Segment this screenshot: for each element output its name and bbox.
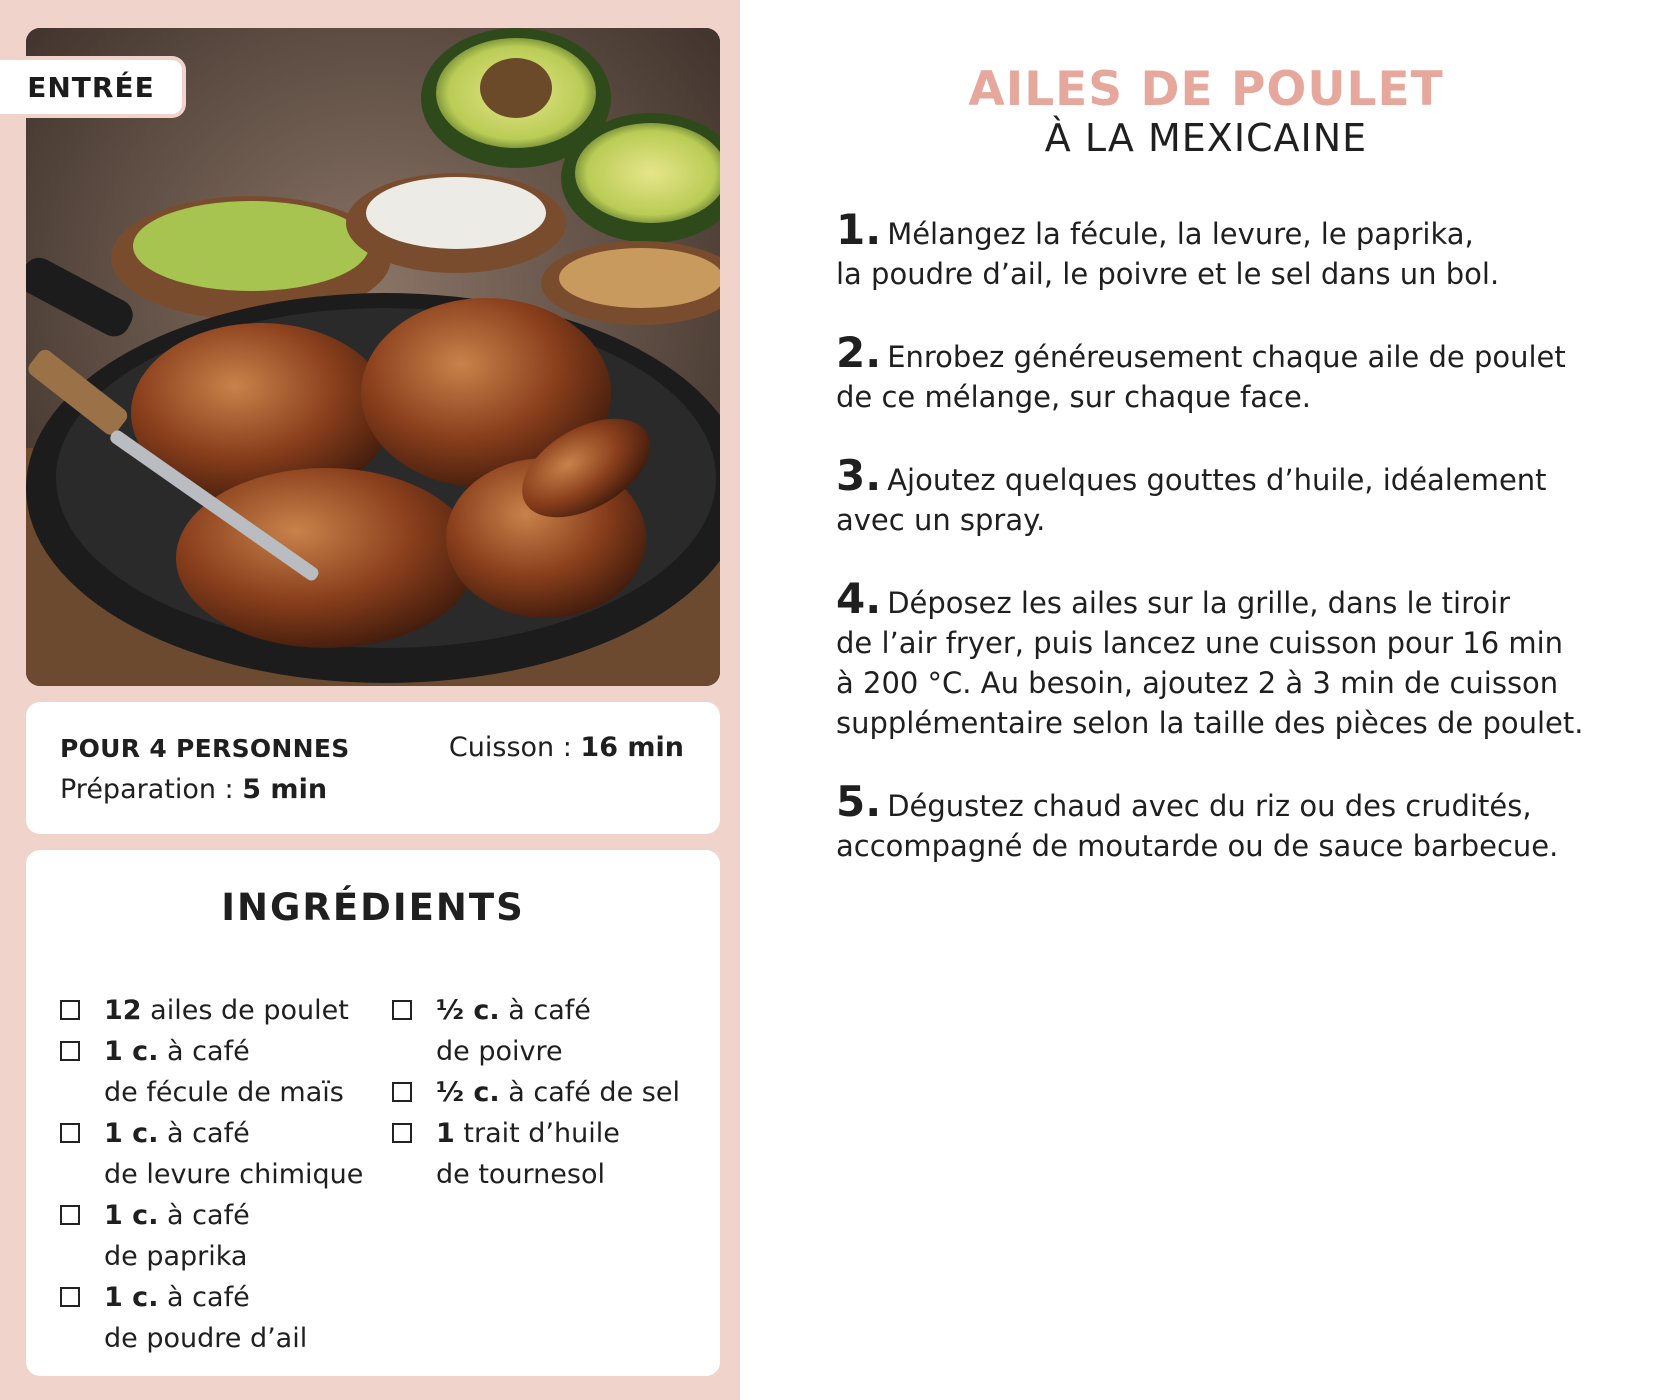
step-text: de ce mélange, sur chaque face. bbox=[836, 380, 1312, 414]
ingredient-quantity: 1 c. bbox=[104, 1118, 159, 1149]
ingredient-text: trait d’huile bbox=[463, 1118, 620, 1149]
ingredient-text: de poivre bbox=[436, 1036, 563, 1067]
ingredient-checkbox[interactable] bbox=[60, 1123, 80, 1143]
ingredient-text: à café bbox=[508, 995, 591, 1026]
ingredient-quantity: 1 c. bbox=[104, 1036, 159, 1067]
prep-label: Préparation : bbox=[60, 774, 243, 805]
ingredient-text: à café bbox=[167, 1200, 250, 1231]
recipe-step bbox=[836, 574, 1656, 743]
step-number: 4. bbox=[836, 574, 882, 623]
prep-value: 5 min bbox=[242, 774, 328, 805]
ingredient-quantity: ½ c. bbox=[436, 995, 500, 1026]
ingredient-item bbox=[60, 990, 363, 1031]
ingredient-item bbox=[60, 1195, 363, 1277]
ingredients-column-1 bbox=[60, 990, 363, 1359]
ingredient-checkbox[interactable] bbox=[60, 1287, 80, 1307]
step-text: la poudre d’ail, le poivre et le sel dans un bol. bbox=[836, 257, 1500, 291]
ingredients-column-2 bbox=[392, 990, 680, 1195]
ingredient-checkbox[interactable] bbox=[60, 1000, 80, 1020]
step-number: 1. bbox=[836, 205, 882, 254]
ingredient-checkbox[interactable] bbox=[60, 1205, 80, 1225]
ingredient-text: à café bbox=[167, 1118, 250, 1149]
info-card bbox=[26, 702, 720, 834]
ingredient-quantity: 12 bbox=[104, 995, 142, 1026]
ingredient-text: à café bbox=[167, 1036, 250, 1067]
ingredient-text: de fécule de maïs bbox=[104, 1077, 344, 1108]
ingredient-text: ailes de poulet bbox=[150, 995, 349, 1026]
step-text: Dégustez chaud avec du riz ou des crudités, bbox=[887, 789, 1532, 823]
ingredient-text: à café bbox=[167, 1282, 250, 1313]
step-text: supplémentaire selon la taille des pièces de poulet. bbox=[836, 706, 1584, 740]
step-text: Mélangez la fécule, la levure, le paprika, bbox=[887, 217, 1474, 251]
step-text: Ajoutez quelques gouttes d’huile, idéalement bbox=[887, 463, 1547, 497]
ingredient-checkbox[interactable] bbox=[392, 1000, 412, 1020]
ingredient-checkbox[interactable] bbox=[392, 1082, 412, 1102]
ingredient-item bbox=[60, 1277, 363, 1359]
steps-list bbox=[836, 205, 1656, 905]
ingredient-quantity: ½ c. bbox=[436, 1077, 500, 1108]
step-text: à 200 °C. Au besoin, ajoutez 2 à 3 min de cuisson bbox=[836, 666, 1559, 700]
servings-label: POUR 4 PERSONNES bbox=[60, 734, 350, 763]
step-text: Enrobez généreusement chaque aile de poulet bbox=[887, 340, 1566, 374]
recipe-step bbox=[836, 777, 1656, 866]
step-text: de l’air fryer, puis lancez une cuisson pour 16 min bbox=[836, 626, 1564, 660]
recipe-step bbox=[836, 328, 1656, 417]
ingredient-item bbox=[392, 1113, 680, 1195]
step-text: Déposez les ailes sur la grille, dans le tiroir bbox=[887, 586, 1511, 620]
recipe-title: AILES DE POULET bbox=[968, 62, 1444, 117]
ingredient-quantity: 1 c. bbox=[104, 1200, 159, 1231]
recipe-step bbox=[836, 451, 1656, 540]
ingredient-text: de poudre d’ail bbox=[104, 1323, 308, 1354]
ingredient-item bbox=[60, 1113, 363, 1195]
ingredient-text: de levure chimique bbox=[104, 1159, 364, 1190]
ingredient-checkbox[interactable] bbox=[60, 1041, 80, 1061]
recipe-subtitle: À LA MEXICAINE bbox=[1044, 116, 1368, 160]
step-number: 5. bbox=[836, 777, 882, 826]
recipe-photo bbox=[26, 28, 720, 686]
cook-label: Cuisson : bbox=[448, 732, 581, 763]
ingredients-title: INGRÉDIENTS bbox=[221, 886, 525, 929]
step-text: accompagné de moutarde ou de sauce barbecue. bbox=[836, 829, 1559, 863]
step-number: 3. bbox=[836, 451, 882, 500]
ingredient-text: à café de sel bbox=[508, 1077, 680, 1108]
recipe-step bbox=[836, 205, 1656, 294]
ingredient-item bbox=[60, 1031, 363, 1113]
cook-value: 16 min bbox=[580, 732, 684, 763]
ingredient-text: de paprika bbox=[104, 1241, 248, 1272]
ingredient-quantity: 1 bbox=[436, 1118, 455, 1149]
prep-time bbox=[60, 774, 327, 805]
chicken-wings-photo-icon bbox=[26, 28, 720, 686]
left-panel bbox=[0, 0, 740, 1400]
right-panel bbox=[740, 0, 1672, 1400]
ingredients-card bbox=[26, 850, 720, 1376]
category-badge: ENTRÉE bbox=[0, 60, 182, 114]
ingredient-item bbox=[392, 1072, 680, 1113]
ingredient-text: de tournesol bbox=[436, 1159, 605, 1190]
cook-time bbox=[449, 732, 684, 763]
step-text: avec un spray. bbox=[836, 503, 1046, 537]
ingredient-quantity: 1 c. bbox=[104, 1282, 159, 1313]
ingredient-item bbox=[392, 990, 680, 1072]
step-number: 2. bbox=[836, 328, 882, 377]
ingredient-checkbox[interactable] bbox=[392, 1123, 412, 1143]
